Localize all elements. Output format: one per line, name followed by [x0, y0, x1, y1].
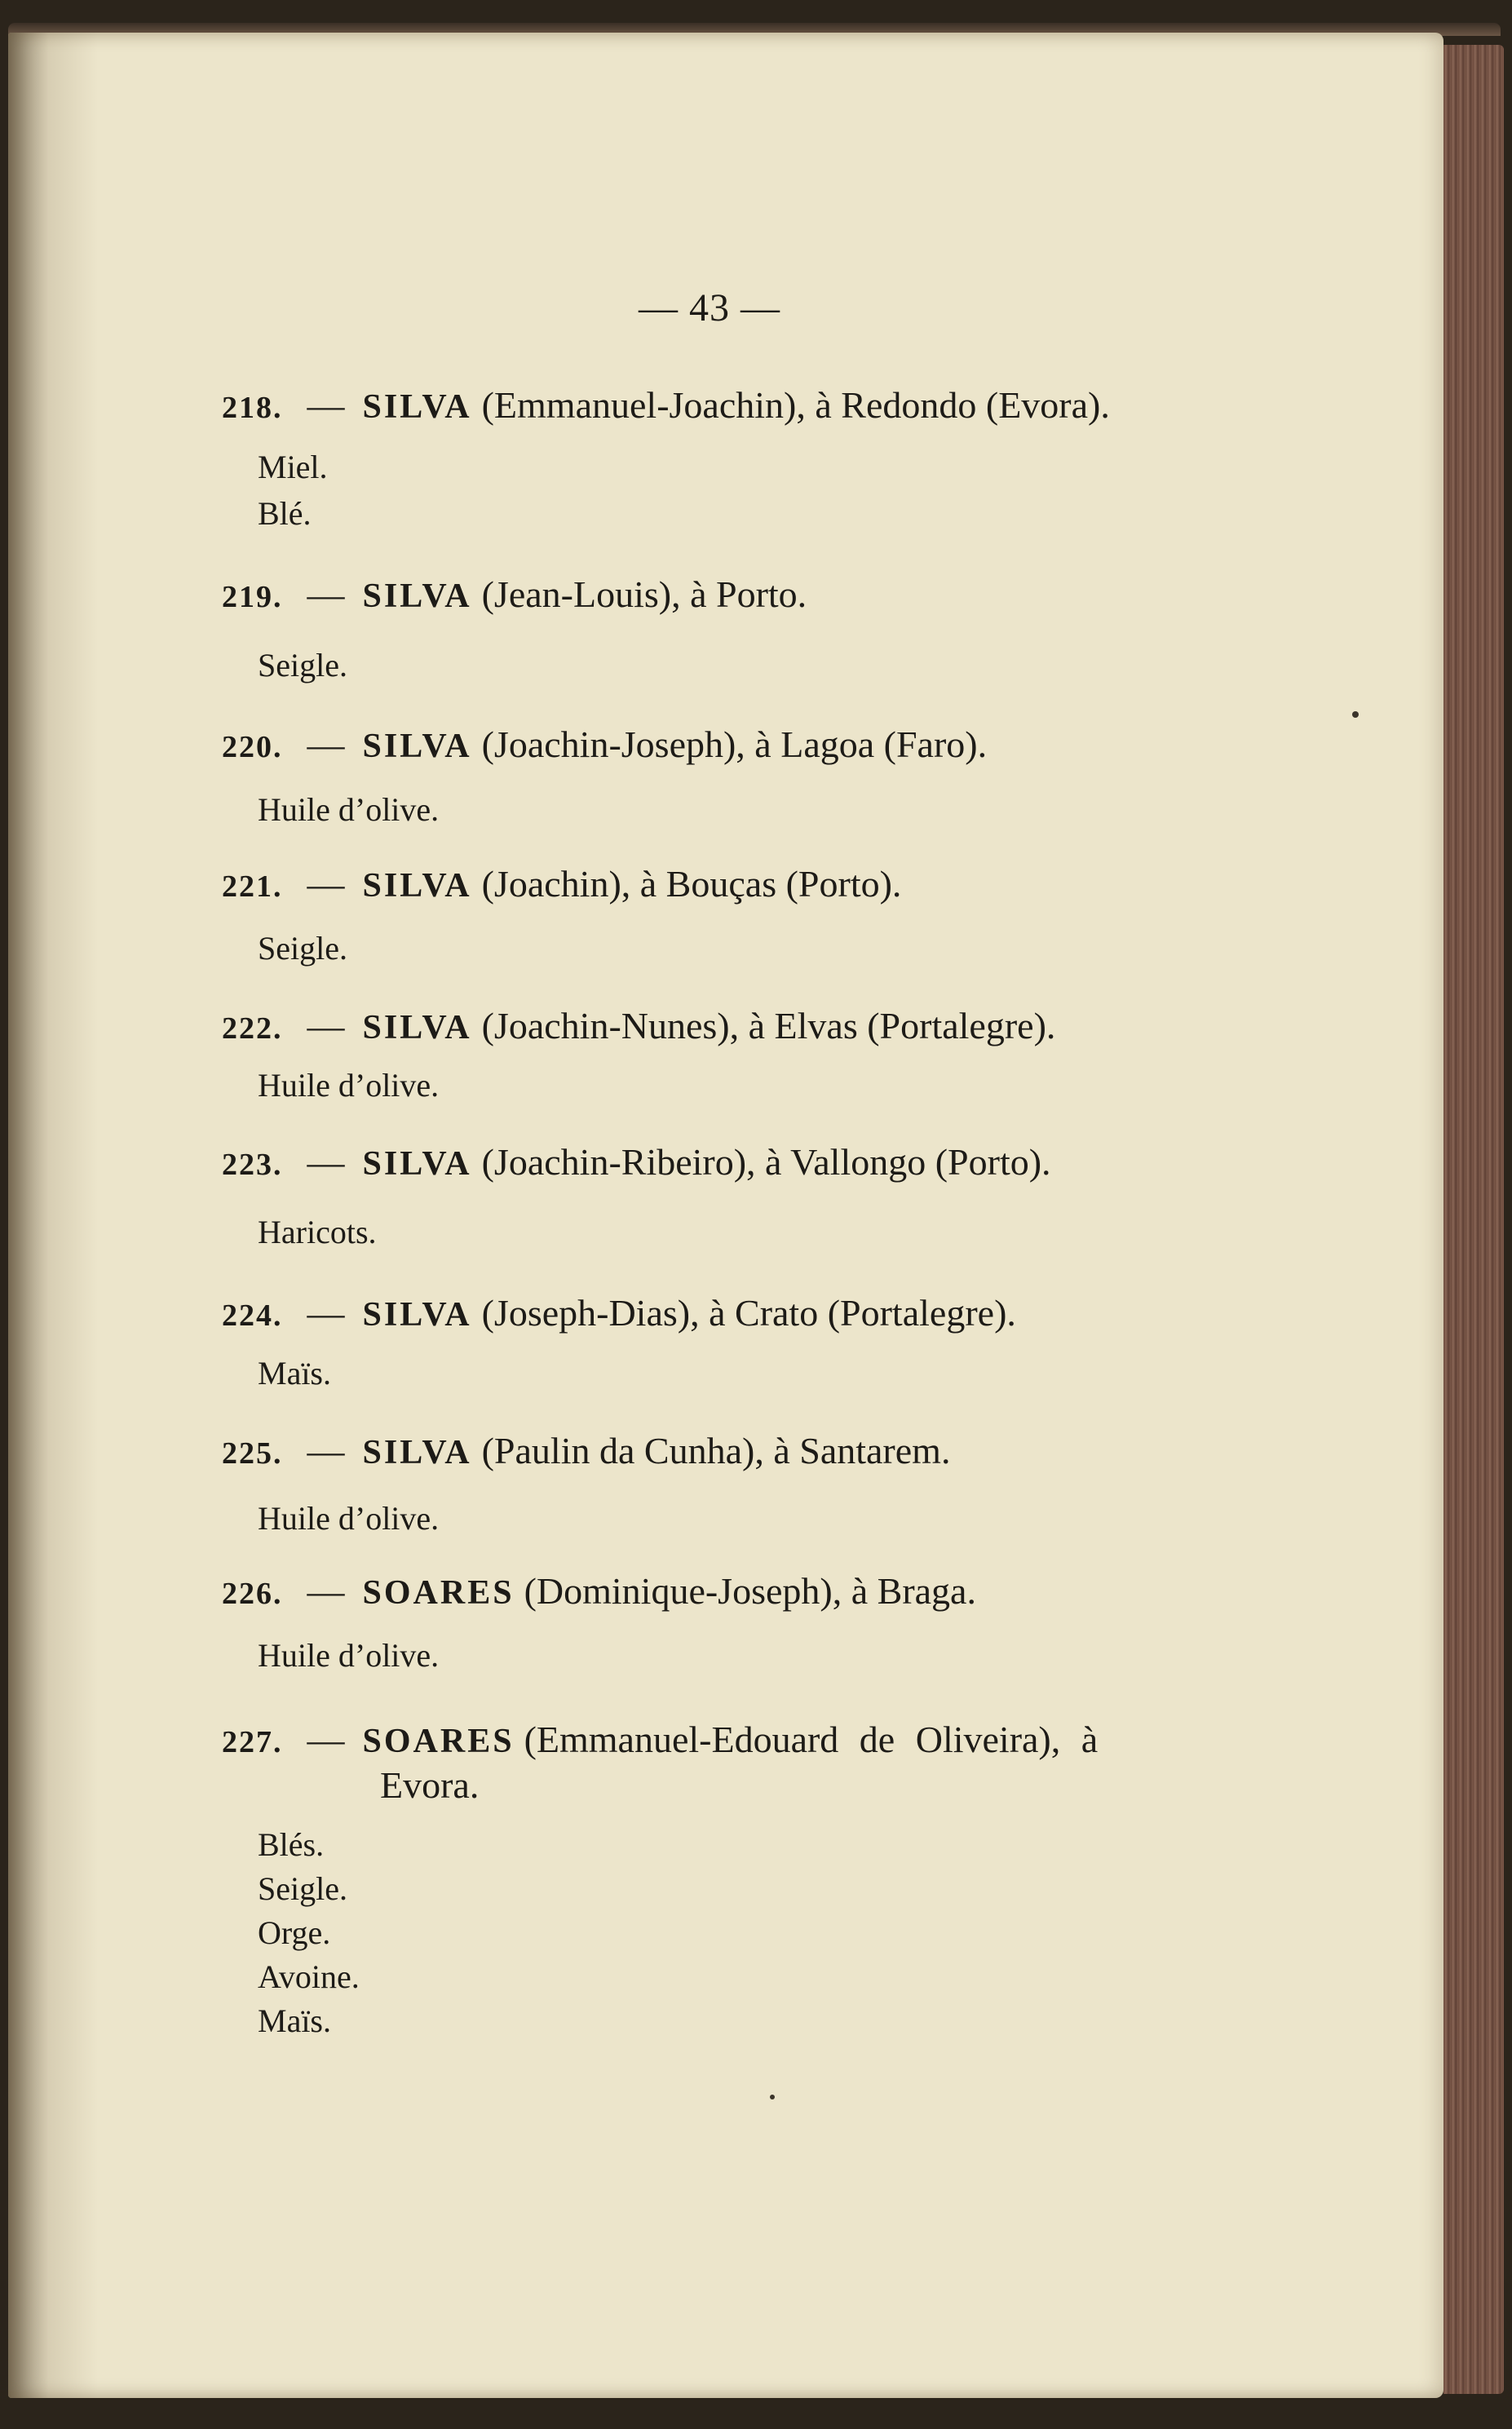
entry-218: [222, 382, 1233, 431]
entry-detail: (Joachin), à Bouças (Porto).: [481, 863, 902, 905]
entry-product: Avoine.: [258, 1958, 360, 1995]
entry-product: Blés.: [258, 1826, 325, 1863]
entry-223: [222, 1139, 1233, 1188]
entry-dash: —: [307, 1430, 345, 1471]
entry-detail: (Joachin-Joseph), à Lagoa (Faro).: [481, 723, 988, 765]
entry-dash: —: [307, 723, 345, 765]
entry-product: Maïs.: [258, 1355, 331, 1391]
entry-227: [222, 1716, 1233, 1766]
entry-dash: —: [307, 1292, 345, 1334]
entry-number: 227.: [222, 1725, 283, 1759]
entry-dash: —: [307, 1719, 345, 1760]
entry-detail: (Emmanuel-Joachin), à Redondo (Evora).: [481, 384, 1110, 426]
entry-product: Huile d’olive.: [258, 1637, 440, 1674]
entry-product: Huile d’olive.: [258, 1067, 440, 1104]
entry-name: SOARES: [362, 1723, 515, 1760]
entry-detail: (Jean-Louis), à Porto.: [481, 573, 807, 615]
entry-number: 222.: [222, 1011, 283, 1046]
entry-name: SILVA: [362, 1145, 472, 1183]
entry-225: [222, 1427, 1233, 1477]
entry-product: Huile d’olive.: [258, 791, 440, 828]
entry-name: SILVA: [362, 867, 472, 905]
entry-name: SILVA: [362, 388, 472, 426]
entry-dash: —: [307, 1005, 345, 1046]
entry-number: 226.: [222, 1577, 283, 1611]
entry-dash: —: [307, 384, 345, 426]
entry-detail: (Dominique-Joseph), à Braga.: [524, 1570, 976, 1612]
entry-dash: —: [307, 1141, 345, 1183]
entry-name: SILVA: [362, 1296, 472, 1334]
entry-name: SILVA: [362, 577, 472, 615]
entry-product: Seigle.: [258, 647, 347, 684]
entry-220: [222, 721, 1233, 771]
entry-product: Seigle.: [258, 930, 347, 967]
entry-name: SOARES: [362, 1574, 515, 1612]
entry-detail: (Joseph-Dias), à Crato (Portalegre).: [481, 1292, 1016, 1334]
entry-number: 221.: [222, 869, 283, 904]
entry-dash: —: [307, 1570, 345, 1612]
entry-detail: (Joachin-Nunes), à Elvas (Portalegre).: [481, 1005, 1056, 1046]
entry-226: [222, 1568, 1233, 1617]
entry-detail: (Emmanuel-Edouard de Oliveira), à: [524, 1719, 1099, 1760]
entry-221: [222, 861, 1233, 910]
entry-dash: —: [307, 863, 345, 905]
entry-number: 218.: [222, 391, 283, 425]
entry-product: Huile d’olive.: [258, 1500, 440, 1537]
entry-name: SILVA: [362, 1434, 472, 1471]
entry-number: 225.: [222, 1436, 283, 1471]
entry-224: [222, 1290, 1233, 1339]
page-number: — 43 —: [639, 286, 780, 330]
entry-number: 220.: [222, 730, 283, 764]
entry-219: [222, 571, 1233, 621]
entry-dash: —: [307, 573, 345, 615]
entry-product: Miel.: [258, 449, 328, 485]
entry-222: [222, 1002, 1233, 1052]
entry-number: 223.: [222, 1148, 283, 1182]
entry-detail-continued: Evora.: [380, 1764, 480, 1806]
entry-product: Haricots.: [258, 1214, 377, 1250]
entry-name: SILVA: [362, 728, 472, 765]
entry-product: Maïs.: [258, 2002, 331, 2039]
entry-detail: (Paulin da Cunha), à Santarem.: [481, 1430, 951, 1471]
entry-product: Blé.: [258, 495, 312, 532]
entry-name: SILVA: [362, 1009, 472, 1046]
entry-number: 219.: [222, 580, 283, 614]
entry-detail: (Joachin-Ribeiro), à Vallongo (Porto).: [481, 1141, 1051, 1183]
entry-product: Seigle.: [258, 1870, 347, 1907]
entry-product: Orge.: [258, 1914, 331, 1951]
entry-number: 224.: [222, 1299, 283, 1333]
